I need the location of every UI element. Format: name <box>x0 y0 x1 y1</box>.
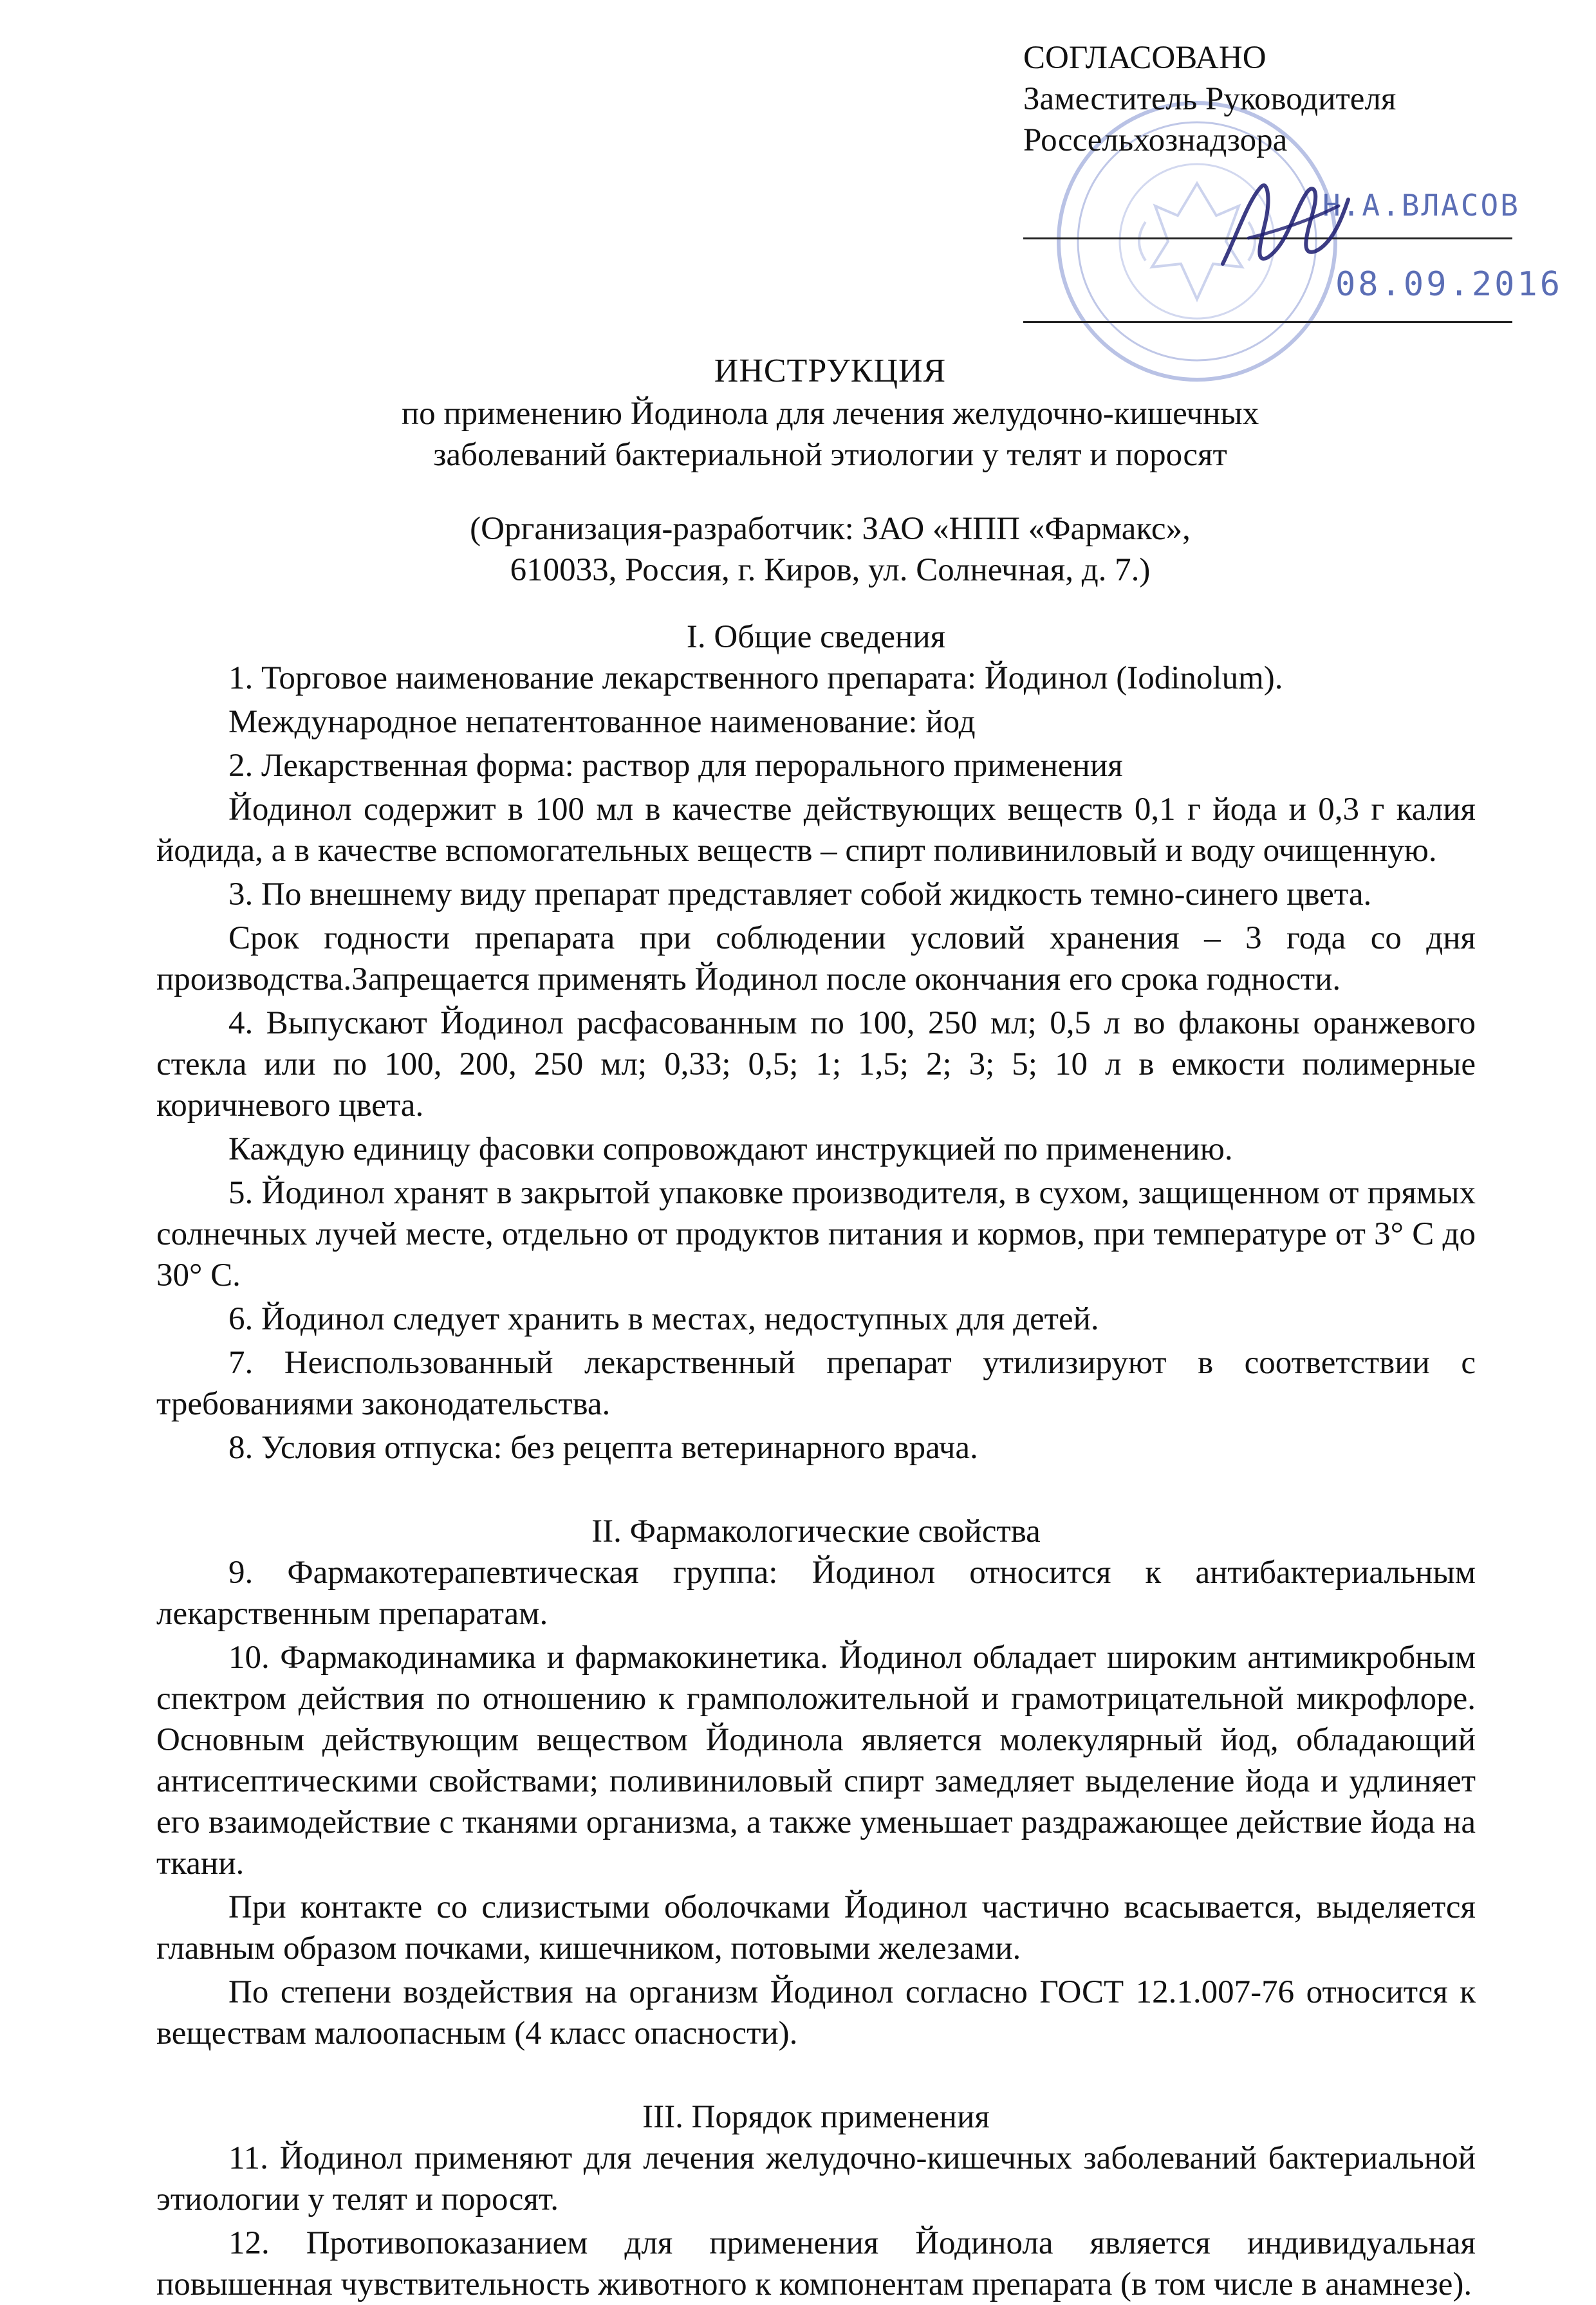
approval-block <box>1023 37 1551 161</box>
paragraph: 5. Йодинол хранят в закрытой упаковке производителя, в сухом, защищенном от прямых солнечных лучей месте, отдельно от продуктов питания и кормов, при температуре от 3° С до 30° С. <box>156 1175 1476 1293</box>
stamp-signatory-name: Н.А.ВЛАСОВ <box>1322 188 1520 223</box>
paragraph: 3. По внешнему виду препарат представляет собой жидкость темно-синего цвета. <box>228 876 1372 912</box>
section-general-info <box>156 616 1476 1468</box>
section-heading: I. Общие сведения <box>686 619 946 655</box>
section-pharmacological-properties <box>156 1511 1476 2054</box>
paragraph: 11. Йодинол применяют для лечения желудочно-кишечных заболеваний бактериальной этиологии у телят и поросят. <box>156 2140 1476 2217</box>
section-spacer <box>156 1468 1476 1511</box>
section-heading: II. Фармакологические свойства <box>591 1514 1041 1550</box>
stamp-date: 08.09.2016 <box>1335 265 1563 304</box>
paragraph: 7. Неиспользованный лекарственный препарат утилизируют в соответствии с требованиями законодательства. <box>156 1345 1476 1422</box>
paragraph: 6. Йодинол следует хранить в местах, недоступных для детей. <box>228 1301 1099 1337</box>
paragraph: 12. Противопоказанием для применения Йодинола является индивидуальная повышенная чувствительность животного к компонентам препарата (в том числе в анамнезе). <box>156 2225 1476 2302</box>
paragraph: 1. Торговое наименование лекарственного препарата: Йодинол (Iodinolum). <box>228 660 1283 696</box>
paragraph: При контакте со слизистыми оболочками Йодинол частично всасывается, выделяется главным образом почками, кишечником, потовыми железами. <box>156 1889 1476 1967</box>
paragraph: 9. Фармакотерапевтическая группа: Йодинол относится к антибактериальным лекарственным препаратам. <box>156 1555 1476 1632</box>
paragraph: Международное непатентованное наименование: йод <box>228 704 976 740</box>
organization-line: (Организация-разработчик: ЗАО «НПП «Фармакс», <box>470 511 1191 547</box>
section-spacer <box>156 2054 1476 2097</box>
approval-organization: Россельхознадзора <box>1023 122 1288 158</box>
instruction-heading: ИНСТРУКЦИЯ <box>714 353 947 389</box>
paragraph: 2. Лекарственная форма: раствор для перорального применения <box>228 748 1123 784</box>
title-line: по применению Йодинола для лечения желудочно-кишечных <box>401 396 1259 432</box>
paragraph: По степени воздействия на организм Йодинол согласно ГОСТ 12.1.007-76 относится к веществам малоопасным (4 класс опасности). <box>156 1974 1476 2051</box>
title-line: заболеваний бактериальной этиологии у телят и поросят <box>433 437 1227 473</box>
paragraph: 10. Фармакодинамика и фармакокинетика. Йодинол обладает широким антимикробным спектром действия по отношению к грамположительной и грамотрицательной микрофлоре. Основным действующим веществом Йодинола является молекулярный йод, обладающий антисептическими свойствами; поливиниловый спирт замедляет выделение йода и удлиняет его взаимодействие с тканями организма, а также уменьшает раздражающее действие йода на ткани. <box>156 1640 1476 1882</box>
paragraph: 8. Условия отпуска: без рецепта ветеринарного врача. <box>228 1430 978 1466</box>
paragraph: Йодинол содержит в 100 мл в качестве действующих веществ 0,1 г йода и 0,3 г калия йодида, а в качестве вспомогательных веществ – спирт поливиниловый и воду очищенную. <box>156 791 1476 869</box>
paragraph: Срок годности препарата при соблюдении условий хранения – 3 года со дня производства.Запрещается применять Йодинол после окончания его срока годности. <box>156 920 1476 997</box>
developer-organization <box>219 508 1442 591</box>
section-application-procedure <box>156 2097 1476 2305</box>
approval-heading: СОГЛАСОВАНО <box>1023 40 1267 76</box>
approval-position: Заместитель Руководителя <box>1023 81 1396 117</box>
section-heading: III. Порядок применения <box>642 2099 990 2135</box>
document-title <box>219 351 1442 476</box>
handwritten-signature <box>1210 161 1358 290</box>
paragraph: Каждую единицу фасовки сопровождают инструкцией по применению. <box>228 1131 1233 1167</box>
document-body <box>156 616 1476 2305</box>
organization-line: 610033, Россия, г. Киров, ул. Солнечная, д. 7.) <box>510 552 1151 588</box>
paragraph: 4. Выпускают Йодинол расфасованным по 100, 250 мл; 0,5 л во флаконы оранжевого стекла или по 100, 200, 250 мл; 0,33; 0,5; 1; 1,5; 2; 3; 5; 10 л в емкости полимерные коричневого цвета. <box>156 1005 1476 1124</box>
